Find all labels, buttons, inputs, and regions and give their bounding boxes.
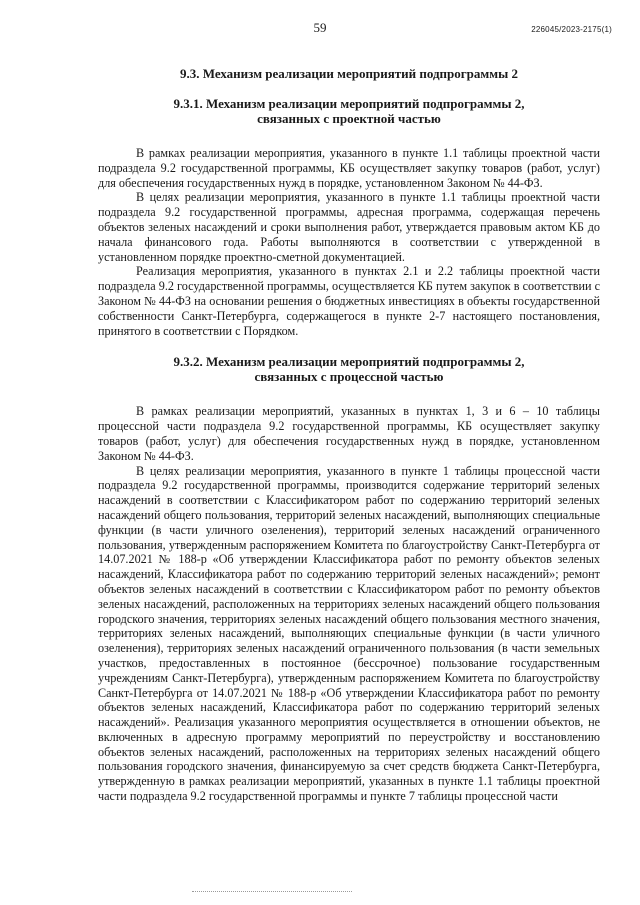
heading-line: 9.3.1. Механизм реализации мероприятий подпрограммы 2,	[173, 96, 525, 111]
heading-line: 9.3.2. Механизм реализации мероприятий подпрограммы 2,	[173, 354, 525, 370]
page-number: 59	[313, 20, 327, 35]
paragraph: В рамках реализации мероприятий, указанных в пунктах 1, 3 и 6 – 10 таблицы процессной части подраздела 9.2 государственной программы, КБ осуществляет закупку товаров (работ, услуг) для обеспечения государственных нужд в порядке, установленном Законом № 44-ФЗ.	[98, 404, 600, 463]
document-body	[98, 66, 600, 804]
section-title: 9.3. Механизм реализации мероприятий подпрограммы 2	[179, 66, 519, 81]
subsection-heading-process	[98, 354, 600, 384]
paragraph: В целях реализации мероприятия, указанного в пункте 1 таблицы процессной части подраздела 9.2 государственной программы, производится содержание территорий зеленых насаждений в соответствии с Классификатором работ по содержанию территорий зеленых насаждений общего пользования, территорий зеленых насаждений, выполняющих специальные функции (в части уличного озеленения), территорий зеленых насаждений ограниченного пользования, утвержденным распоряжением Комитета по благоустройству Санкт-Петербурга от 14.07.2021 № 188-р «Об утверждении Классификатора работ по ремонту объектов зеленых насаждений, Классификатора работ по содержанию территорий зеленых насаждений»; ремонт объектов зеленых насаждений в соответствии с Классификатором работ по ремонту объектов зеленых насаждений, расположенных на территориях зеленых насаждений общего пользования городского значения, территориях зеленых насаждений общего пользования местного значения, территориях зеленых насаждений, выполняющих специальные функции (в части уличного озеленения), территориях зеленых насаждений ограниченного пользования (в части земельных участков, предоставленных в постоянное (бессрочное) пользование государственным учреждениям Санкт-Петербурга), утвержденным распоряжением Комитета по благоустройству Санкт-Петербурга от 14.07.2021 № 188-р «Об утверждении Классификатора работ по ремонту объектов зеленых насаждений, Классификатора работ по содержанию территорий зеленых насаждений». Реализация указанного мероприятия осуществляется в отношении объектов, не включенных в адресную программу мероприятий по переустройству и восстановлению объектов зеленых насаждений, расположенных на территориях зеленых насаждений общего пользования городского значения, финансируемую за счет средств бюджета Санкт-Петербурга, утвержденную в рамках реализации мероприятий, указанных в пункте 1.1 таблицы проектной части подраздела 9.2 государственной программы и пункте 7 таблицы процессной части	[98, 463, 600, 804]
paragraph: Реализация мероприятия, указанного в пунктах 2.1 и 2.2 таблицы проектной части подраздела 9.2 государственной программы, осуществляется КБ путем закупок в соответствии с Законом № 44-ФЗ на основании решения о бюджетных инвестициях в объекты государственной собственности Санкт-Петербурга, содержащегося в пункте 2-7 настоящего постановления, принятого в соответствии с Порядком.	[98, 264, 600, 338]
heading-line: связанных с процессной частью	[254, 369, 444, 385]
subsection-heading-project	[98, 96, 600, 126]
paragraph: В рамках реализации мероприятия, указанного в пункте 1.1 таблицы проектной части подраздела 9.2 государственной программы, КБ осуществляет закупку товаров (работ, услуг) для обеспечения государственных нужд в порядке, установленном Законом № 44-ФЗ.	[98, 146, 600, 190]
heading-line: связанных с проектной частью	[257, 111, 441, 126]
footer-divider	[192, 891, 352, 892]
document-id: 226045/2023-2175(1)	[531, 25, 612, 34]
paragraph: В целях реализации мероприятия, указанного в пункте 1.1 таблицы проектной части подраздела 9.2 государственной программы, адресная программа, содержащая перечень объектов зеленых насаждений и сроки выполнения работ, утверждается правовым актом КБ до начала финансового года. Работы выполняются в соответствии с утвержденной в установленном порядке проектно-сметной документацией.	[98, 190, 600, 264]
